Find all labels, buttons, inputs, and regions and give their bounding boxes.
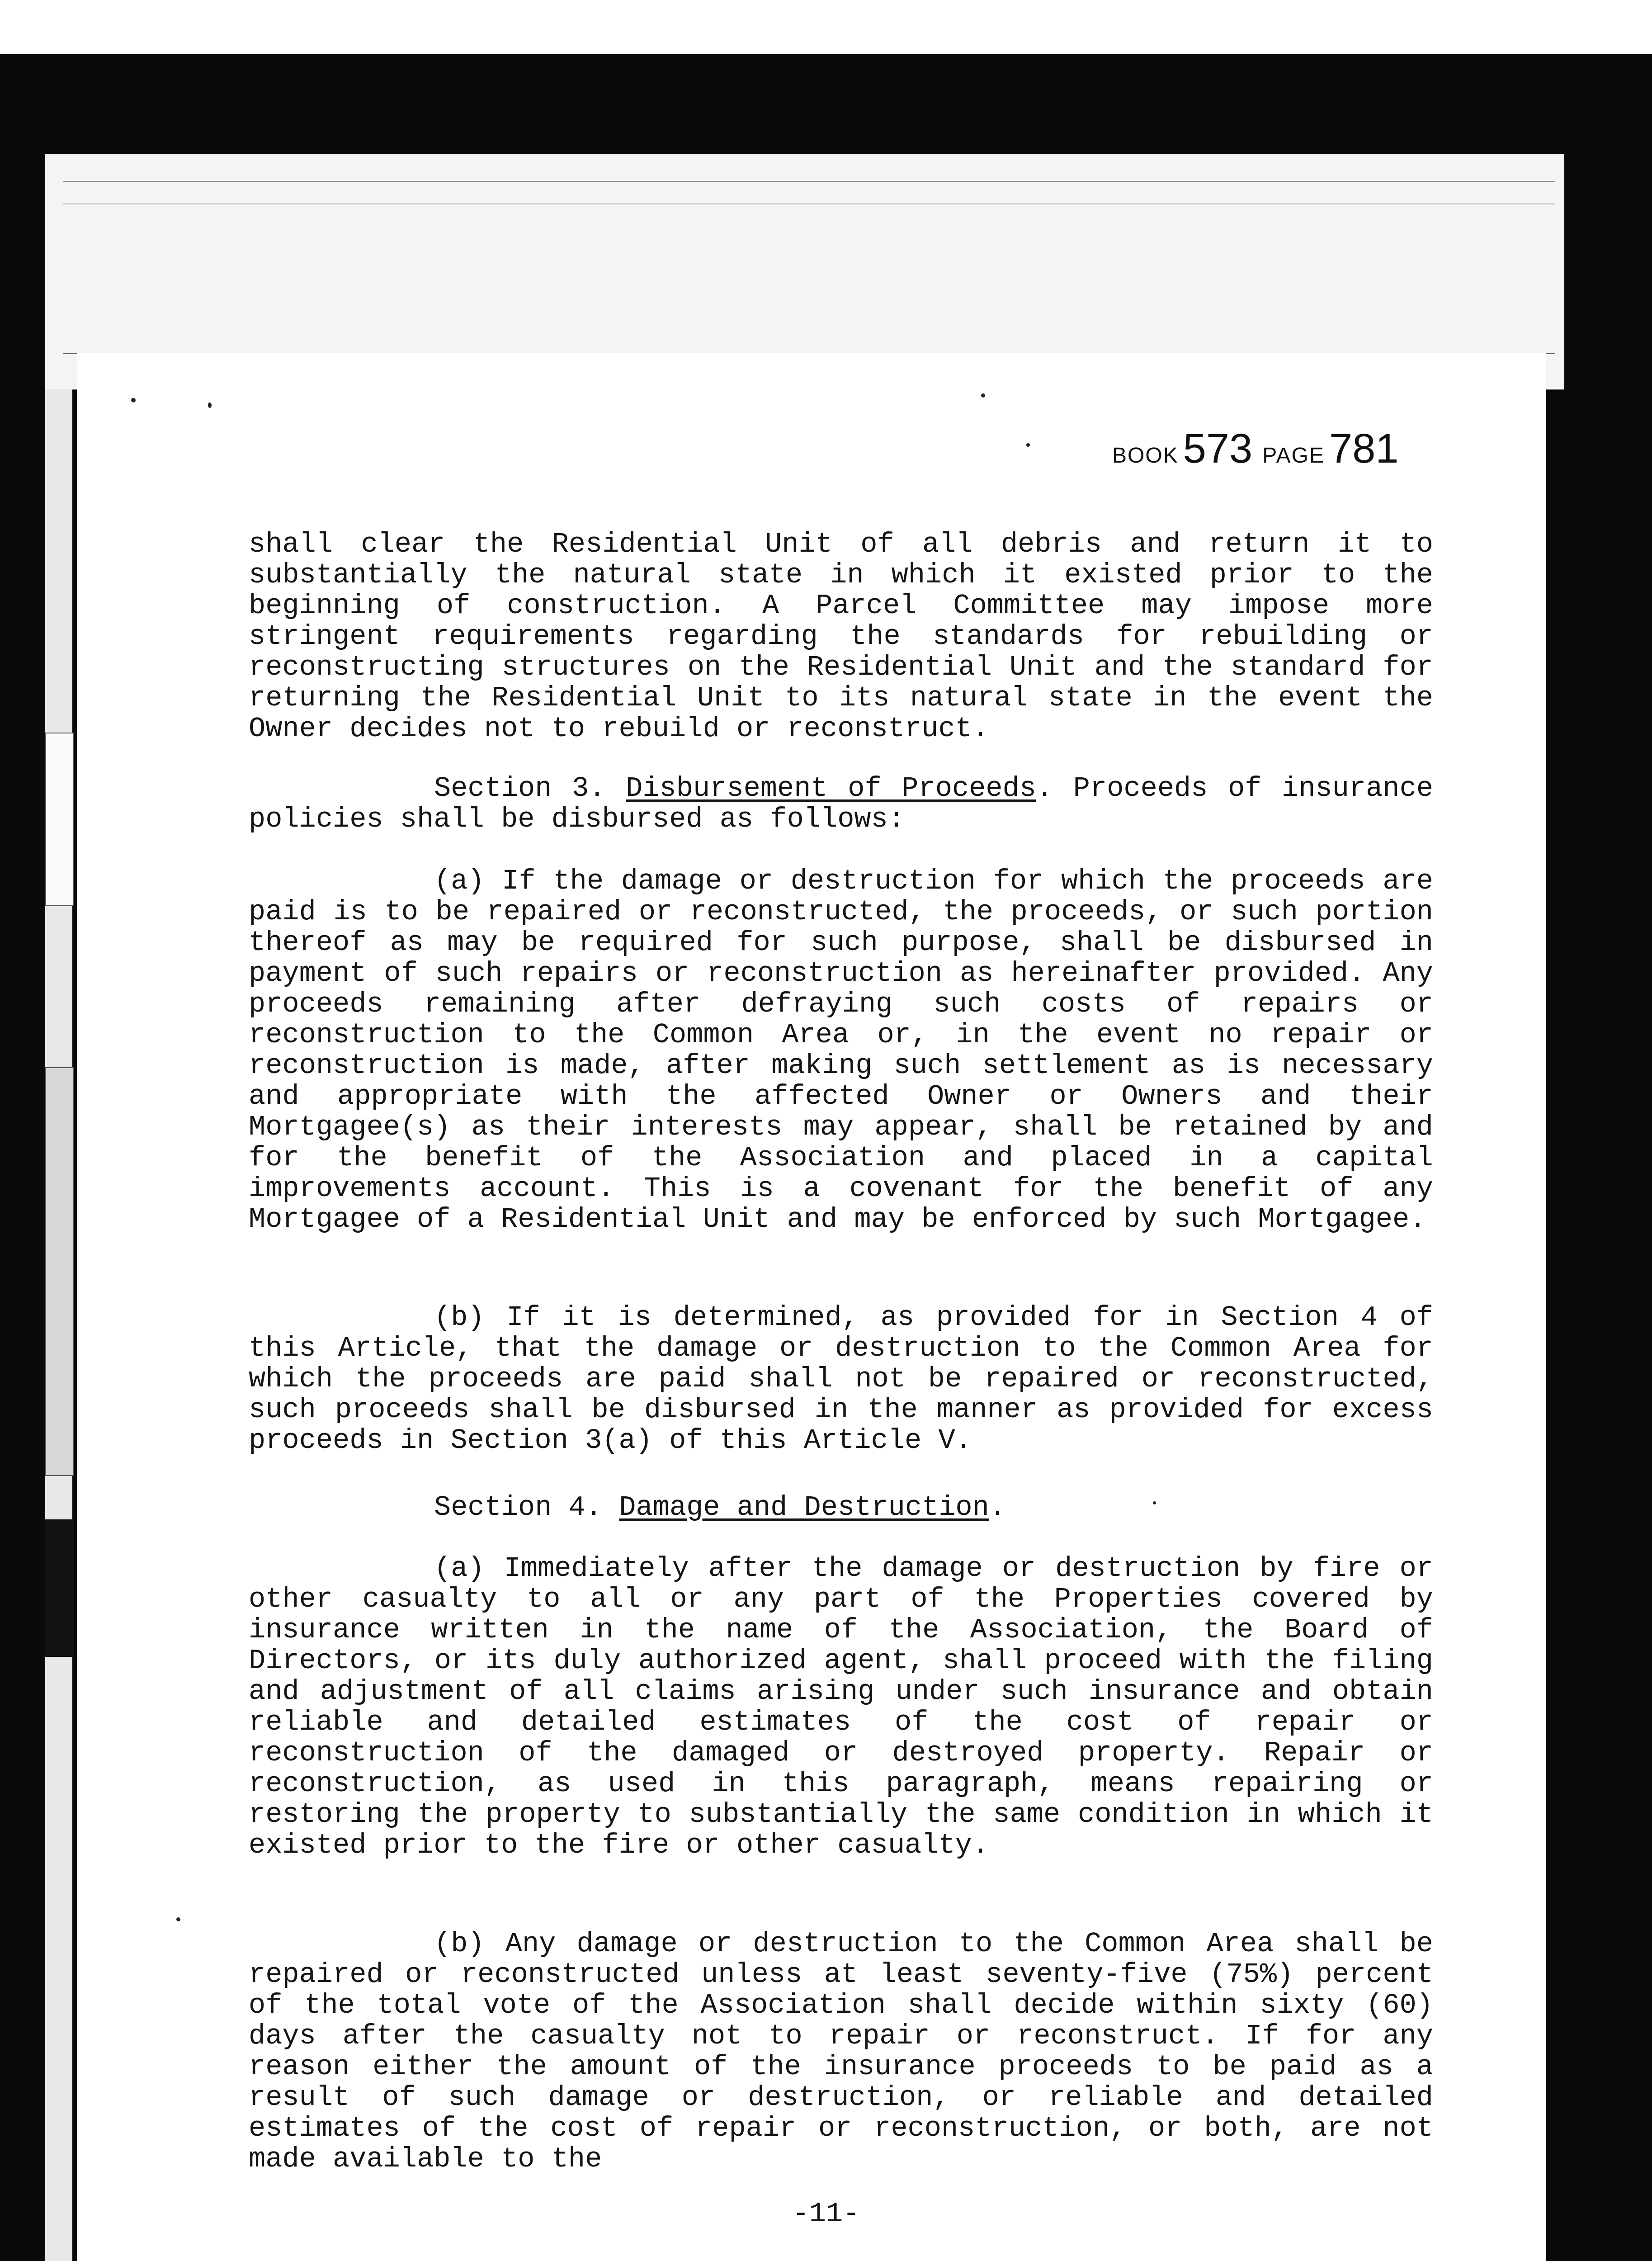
paragraph-text: (b) Any damage or destruction to the Common Area shall be repaired or reconstructed unless at least seventy-five (75%) percent of the total vote of the Association shall decide within sixty (60) days after the casualty not to repair or reconstruct. If for any reason either the amount of the insurance proceeds to be paid as a result of such damage or destruction, or reliable and detailed estimates of the cost of repair or reconstruction, or both, are not made available to the xyxy=(249,1928,1433,2175)
binder-tab xyxy=(45,733,74,906)
section-heading: Damage and Destruction xyxy=(619,1491,989,1523)
binder-tab xyxy=(45,1519,74,1657)
page-number: 781 xyxy=(1329,426,1399,472)
book-page-reference xyxy=(1112,425,1409,473)
scan-speck xyxy=(1026,443,1030,447)
scan-speck xyxy=(208,402,212,408)
scan-speck xyxy=(131,398,136,402)
section-4-heading-line xyxy=(249,1492,1433,1523)
binder-tab xyxy=(45,1067,74,1476)
section-label: Section 4. xyxy=(434,1491,603,1523)
scan-speck xyxy=(981,393,985,397)
paragraph-text: . Proceeds of insurance policies shall be disbursed as follows: xyxy=(249,772,1433,835)
page-number-footer: -11- xyxy=(792,2198,860,2230)
paragraph-text: (a) Immediately after the damage or destruction by fire or other casualty to all or any part of the Properties covered by insurance written in the name of the Association, the Board of Directors, or its duly authorized agent, shall proceed with the filing and adjustment of all claims arising under such insurance and obtain reliable and detailed estimates of the cost of repair or reconstruction of the damaged or destroyed property. Repair or reconstruction, as used in this paragraph, means repairing or restoring the property to substantially the same condition in which it existed prior to the fire or other casualty. xyxy=(249,1552,1433,1861)
section-3-text xyxy=(249,773,1433,835)
section-4-text xyxy=(249,1492,1433,1523)
book-number: 573 xyxy=(1183,426,1253,472)
page-label: PAGE xyxy=(1262,444,1325,468)
section-label: Section 3. xyxy=(434,772,606,804)
clause-4a-paragraph xyxy=(249,1553,1433,1861)
left-margin-strip xyxy=(45,389,72,2261)
clause-3b-paragraph xyxy=(249,1302,1433,1456)
scan-speck xyxy=(176,1917,180,1921)
section-heading: Disbursement of Proceeds xyxy=(626,772,1036,804)
paragraph-text: shall clear the Residential Unit of all debris and return it to substantially the natural state in which it existed prior to the beginning of construction. A Parcel Committee may impose more stringent requirements regarding the standards for rebuilding or reconstructing structures on the Residential Unit and the standard for returning the Residential Unit to its natural state in the event the Owner decides not to rebuild or reconstruct. xyxy=(249,528,1433,745)
book-label: BOOK xyxy=(1112,444,1179,468)
clause-4b-paragraph xyxy=(249,1929,1433,2175)
sheet-rule xyxy=(63,181,1555,182)
sheet-rule xyxy=(63,203,1555,204)
paragraph-text: (b) If it is determined, as provided for in Section 4 of this Article, that the damage or destruction to the Common Area for which the proceeds are paid shall not be repaired or reconstructed, such proceeds shall be disbursed in the manner as provided for excess proceeds in Section 3(a) of this Article V. xyxy=(249,1301,1433,1457)
paragraph-text: (a) If the damage or destruction for which the proceeds are paid is to be repaired or reconstructed, the proceeds, or such portion thereof as may be required for such purpose, shall be disbursed in payment of such repairs or reconstruction as hereinafter provided. Any proceeds remaining after defraying such costs of repairs or reconstruction to the Common Area or, in the event no repair or reconstruction is made, after making such settlement as is necessary and appropriate with the affected Owner or Owners and their Mortgagee(s) as their interests may appear, shall be retained by and for the benefit of the Association and placed in a capital improvements account. This is a covenant for the benefit of any Mortgagee of a Residential Unit and may be enforced by such Mortgagee. xyxy=(249,865,1433,1235)
section-3-paragraph xyxy=(249,773,1433,835)
body-paragraph xyxy=(249,529,1433,744)
paragraph-text: . xyxy=(989,1491,1006,1523)
clause-3a-paragraph xyxy=(249,866,1433,1235)
